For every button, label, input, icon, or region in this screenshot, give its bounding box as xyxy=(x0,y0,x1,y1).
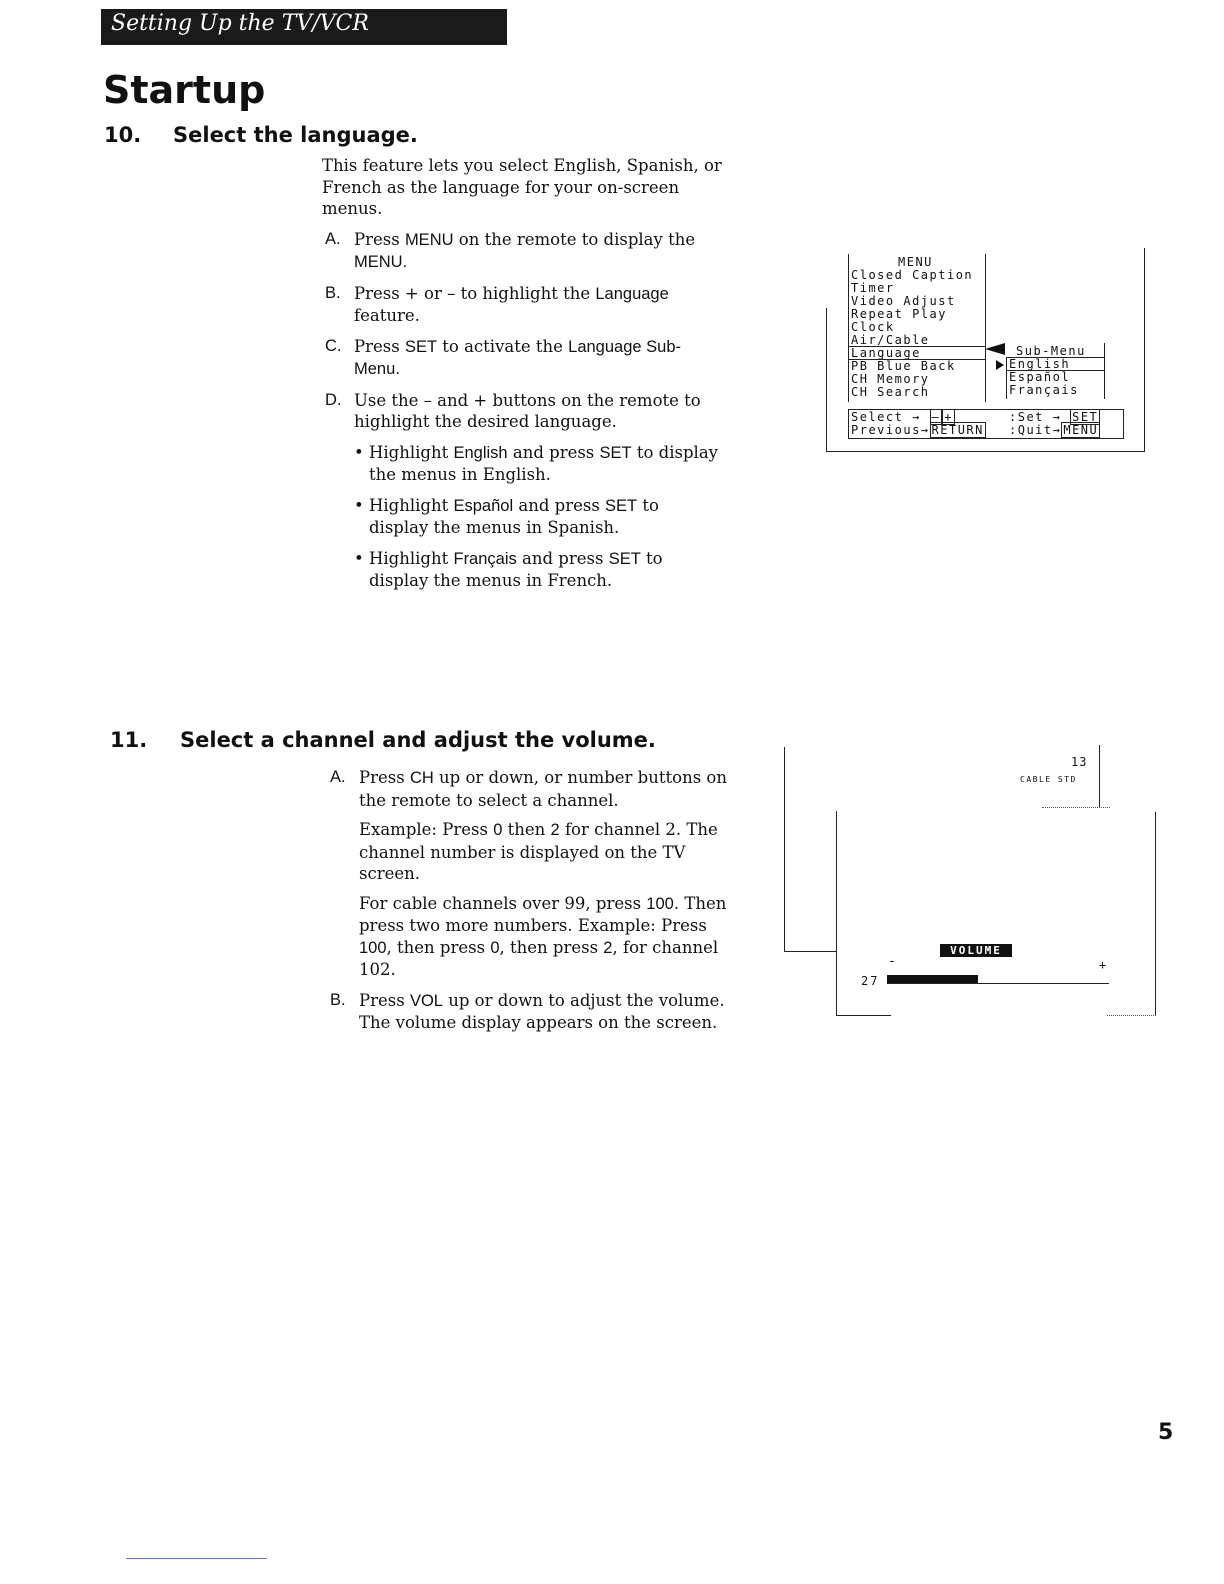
submenu-item: Français xyxy=(1009,383,1079,397)
volume-title: VOLUME xyxy=(940,944,1012,957)
step-label: C. xyxy=(325,336,342,355)
select-label: Select → xyxy=(851,410,921,424)
channel-info: CABLE STD xyxy=(1020,775,1077,784)
example-paragraph: Example: Press 0 then 2 for channel 2. The channel number is displayed on the TV screen. xyxy=(359,820,718,883)
key-name: SET xyxy=(599,443,632,462)
submenu-box-left xyxy=(1006,357,1007,399)
section-header-bar xyxy=(101,9,507,45)
minus-key-icon: – xyxy=(931,410,941,424)
key-name: MENU xyxy=(404,230,454,249)
submenu-title: Sub-Menu xyxy=(1016,344,1086,358)
step-label: A. xyxy=(325,229,341,248)
quit-label: :Quit→ xyxy=(1009,423,1062,437)
frame-line xyxy=(1099,745,1100,807)
menu-item: Air/Cable xyxy=(851,333,930,347)
step-label: A. xyxy=(330,768,346,786)
return-key-icon: RETURN xyxy=(931,423,984,437)
bullet-english: • Highlight English and press SET to display the menus in English. xyxy=(354,442,718,484)
frame-line xyxy=(826,451,1145,452)
bullet-dot: • xyxy=(354,442,364,462)
menu-box-left xyxy=(848,254,849,402)
step-b: B. Press + or – to highlight the Language feature. xyxy=(325,283,669,325)
section-header-title: Setting Up the TV/VCR xyxy=(111,11,369,36)
menu-box-right xyxy=(985,254,986,402)
step-label: B. xyxy=(330,990,346,1009)
section-number: 11. xyxy=(110,728,148,752)
step-c: C. Press SET to activate the Language Sub-Menu. xyxy=(325,336,681,378)
section-title: Select a channel and adjust the volume. xyxy=(180,728,656,752)
bullet-dot: • xyxy=(354,548,364,568)
frame-line xyxy=(836,1015,891,1016)
frame-line xyxy=(1155,812,1156,1015)
left-pointer-icon xyxy=(985,342,1007,356)
submenu-item-selected: English xyxy=(1009,357,1071,371)
menu-footer-row xyxy=(1009,424,1100,437)
submenu-box-right xyxy=(1104,357,1105,399)
volume-track xyxy=(887,975,1109,984)
menu-screen-illustration xyxy=(826,248,1146,452)
menu-item: PB Blue Back xyxy=(851,359,956,373)
menu-title: MENU xyxy=(898,255,933,269)
frame-line xyxy=(1104,343,1105,357)
bullet-francais: • Highlight Français and press SET to display the menus in French. xyxy=(354,548,663,590)
volume-fill xyxy=(887,975,978,983)
step-a: A. Press MENU on the remote to display the MENU. xyxy=(325,229,696,271)
key-name: CH xyxy=(409,769,434,787)
frame-line xyxy=(826,308,827,451)
key-name: 0 xyxy=(493,821,503,839)
key-name: SET xyxy=(608,549,641,568)
right-pointer-icon xyxy=(995,359,1005,371)
menu-item: Clock xyxy=(851,320,895,334)
key-name: Français xyxy=(453,549,517,568)
plus-key-icon: + xyxy=(944,410,953,424)
page-number: 5 xyxy=(1158,1420,1174,1445)
frame-line xyxy=(836,811,837,1015)
intro-paragraph: This feature lets you select English, Spanish, or French as the language for your on-screen menus. xyxy=(322,156,722,218)
key-name: SET xyxy=(404,337,438,356)
section-11-heading xyxy=(110,728,656,752)
menu-key-icon: MENU xyxy=(1063,423,1099,437)
frame-line xyxy=(1144,248,1145,452)
section-10-heading xyxy=(104,123,418,147)
frame-line xyxy=(784,951,836,952)
step-label: B. xyxy=(325,283,341,302)
key-name: 0 xyxy=(490,938,500,957)
key-name: MENU xyxy=(354,253,403,271)
menu-item: CH Memory xyxy=(851,372,930,386)
key-name: 2 xyxy=(603,938,613,957)
set-label: :Set → xyxy=(1009,410,1062,424)
menu-footer-row xyxy=(851,424,986,437)
key-name: 100 xyxy=(646,894,674,913)
step-b: B. Press VOL up or down to adjust the volume. The volume display appears on the screen. xyxy=(330,990,725,1032)
section-title: Select the language. xyxy=(173,123,418,147)
menu-item-highlighted: Language xyxy=(851,346,921,360)
frame-line xyxy=(1042,807,1110,808)
key-name: SET xyxy=(605,496,638,515)
key-name: Language Sub-Menu xyxy=(354,337,681,378)
step-d: D. Use the – and + buttons on the remote to highlight the desired language. xyxy=(325,390,701,431)
key-name: 2 xyxy=(550,821,560,839)
volume-screen-illustration xyxy=(782,745,1162,1025)
channel-number: 13 xyxy=(1071,755,1088,769)
menu-item: Closed Caption xyxy=(851,268,974,282)
menu-item: Timer xyxy=(851,281,895,295)
step-a: A. Press CH up or down, or number buttons on the remote to select a channel. xyxy=(330,768,727,810)
page-title: Startup xyxy=(103,68,266,112)
submenu-item: Español xyxy=(1009,370,1071,384)
section-11-body xyxy=(327,767,732,1034)
menu-item: CH Search xyxy=(851,385,930,399)
volume-minus-icon: - xyxy=(888,954,896,969)
set-key-icon: SET xyxy=(1072,410,1099,424)
section-number: 10. xyxy=(104,123,142,147)
step-label: D. xyxy=(325,390,342,409)
bullet-espanol: • Highlight Español and press SET to display the menus in Spanish. xyxy=(354,495,659,537)
volume-level: 27 xyxy=(861,974,880,988)
section-10-body xyxy=(322,155,722,592)
footer-rule xyxy=(126,1558,267,1559)
cable-example-paragraph: For cable channels over 99, press 100. Then press two more numbers. Example: Press 100, then press 0, then press 2, for channel 102. xyxy=(359,893,727,979)
key-name: 100 xyxy=(359,938,387,957)
key-name: Language xyxy=(595,284,669,303)
menu-item: Video Adjust xyxy=(851,294,956,308)
previous-label: Previous→ xyxy=(851,423,930,437)
frame-line xyxy=(784,747,785,952)
bullet-dot: • xyxy=(354,495,364,515)
key-name: VOL xyxy=(409,991,443,1010)
frame-line xyxy=(1107,1015,1156,1016)
key-name: Español xyxy=(453,496,514,515)
volume-plus-icon: + xyxy=(1099,958,1107,972)
menu-item: Repeat Play xyxy=(851,307,947,321)
key-name: English xyxy=(453,443,508,462)
